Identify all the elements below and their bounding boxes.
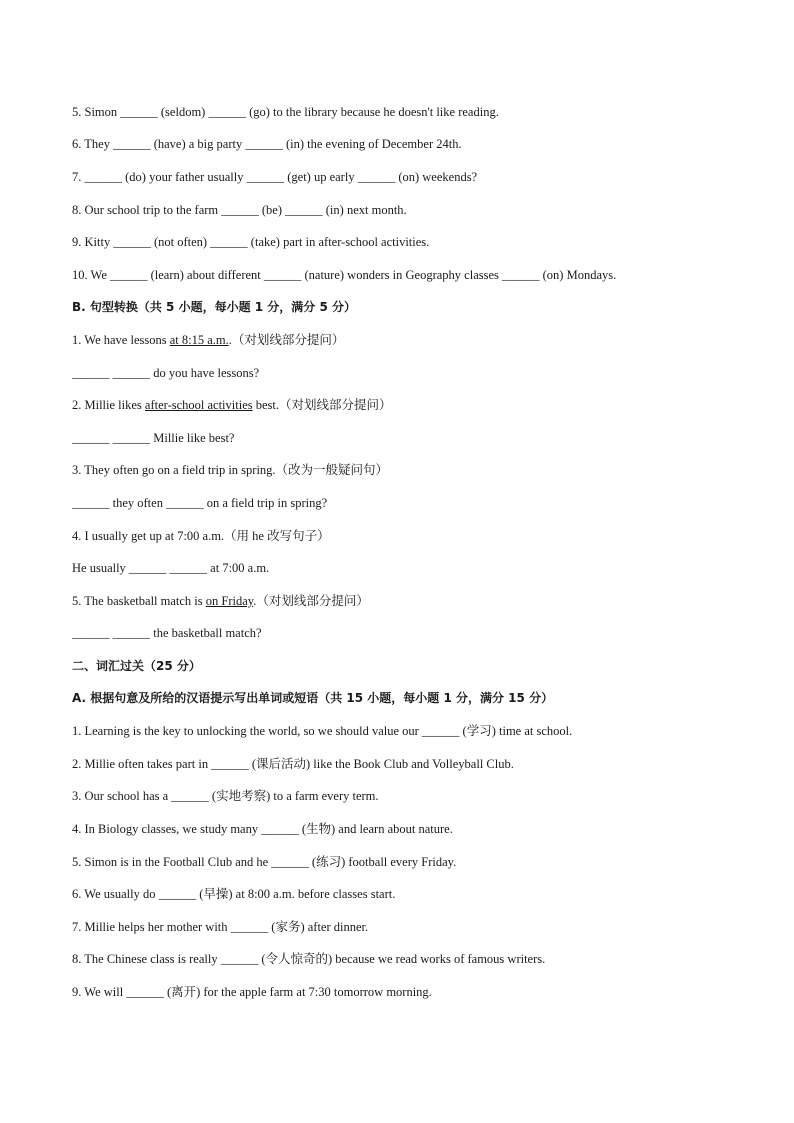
section-b-answer-1: ______ ______ do you have lessons? — [72, 366, 260, 380]
section-b-question-3: 3. They often go on a field trip in spring.（改为一般疑问句） — [72, 463, 389, 477]
section-2a-heading: A. 根据句意及所给的汉语提示写出单词或短语（共 15 小题，每小题 1 分，满分 15 分） — [72, 691, 554, 705]
exercise-6: 6. They ______ (have) a big party ______ (in) the evening of December 24th. — [72, 137, 462, 151]
vocab-item-9: 9. We will ______ (离开) for the apple farm at 7:30 tomorrow morning. — [72, 985, 432, 999]
question-text: 5. The basketball match is — [72, 594, 206, 608]
underlined-phrase: on Friday — [205, 594, 254, 608]
question-instruction: best.（对划线部分提问） — [252, 398, 392, 412]
vocab-item-2: 2. Millie often takes part in ______ (课后活动) like the Book Club and Volleyball Club. — [72, 757, 514, 771]
vocab-item-4: 4. In Biology classes, we study many ______ (生物) and learn about nature. — [72, 822, 453, 836]
section-b-answer-5: ______ ______ the basketball match? — [72, 626, 262, 640]
section-b-heading: B. 句型转换（共 5 小题，每小题 1 分，满分 5 分） — [72, 300, 356, 314]
vocab-item-7: 7. Millie helps her mother with ______ (家务) after dinner. — [72, 920, 369, 934]
section-b-answer-3: ______ they often ______ on a field trip in spring? — [72, 496, 328, 510]
question-instruction: .（对划线部分提问） — [228, 333, 345, 347]
section-b-question-5 — [72, 593, 369, 609]
question-instruction: .（对划线部分提问） — [253, 594, 369, 608]
vocab-item-3: 3. Our school has a ______ (实地考察) to a farm every term. — [72, 789, 379, 803]
section-b-question-1 — [72, 332, 344, 348]
exercise-7: 7. ______ (do) your father usually ______ (get) up early ______ (on) weekends? — [72, 170, 478, 184]
section-b-answer-2: ______ ______ Millie like best? — [72, 431, 235, 445]
vocab-item-6: 6. We usually do ______ (早操) at 8:00 a.m. before classes start. — [72, 887, 396, 901]
underlined-phrase: after-school activities — [144, 398, 253, 412]
exercise-5: 5. Simon ______ (seldom) ______ (go) to the library because he doesn't like reading. — [72, 105, 499, 119]
question-text: 2. Millie likes — [72, 398, 145, 412]
underlined-phrase: at 8:15 a.m. — [169, 333, 229, 347]
question-text: 1. We have lessons — [72, 333, 170, 347]
section-b-question-2 — [72, 397, 392, 413]
vocab-item-1: 1. Learning is the key to unlocking the world, so we should value our ______ (学习) time at school. — [72, 724, 573, 738]
vocab-item-8: 8. The Chinese class is really ______ (令人惊奇的) because we read works of famous writers. — [72, 952, 546, 966]
exercise-10: 10. We ______ (learn) about different ______ (nature) wonders in Geography classes ______ (on) Mondays. — [72, 268, 617, 282]
section-b-answer-4: He usually ______ ______ at 7:00 a.m. — [72, 561, 270, 575]
exercise-9: 9. Kitty ______ (not often) ______ (take) part in after-school activities. — [72, 235, 430, 249]
vocab-item-5: 5. Simon is in the Football Club and he ______ (练习) football every Friday. — [72, 855, 457, 869]
section-b-question-4: 4. I usually get up at 7:00 a.m.（用 he 改写句子） — [72, 529, 330, 543]
exercise-8: 8. Our school trip to the farm ______ (be) ______ (in) next month. — [72, 203, 407, 217]
section-2-heading: 二、词汇过关（25 分） — [72, 659, 201, 673]
